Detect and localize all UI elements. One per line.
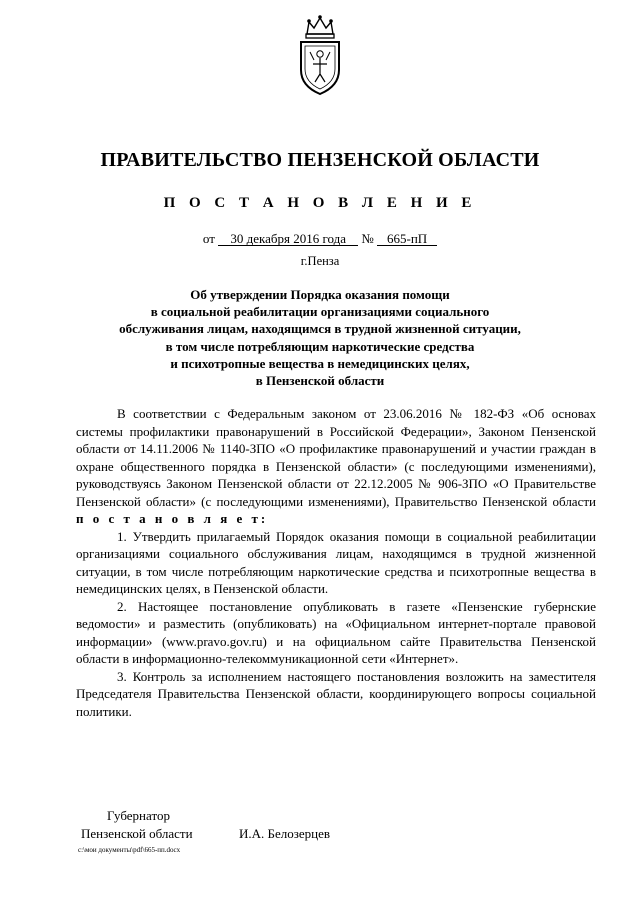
decrees-word: п о с т а н о в л я е т: (76, 511, 269, 526)
document-type: П О С Т А Н О В Л Е Н И Е (163, 195, 477, 211)
title-line: в том числе потребляющим наркотические средства (165, 338, 475, 354)
title-line: в социальной реабилитации организациями социального (150, 304, 490, 320)
city: г.Пенза (300, 254, 340, 268)
signer-position-line-2: Пензенской области (81, 826, 193, 841)
file-path-footer: c:\мои документы\pdf\665-пп.docx (78, 846, 181, 854)
title-line: и психотропные вещества в немедицинских целях, (170, 355, 470, 371)
preamble-text: В соответствии с Федеральным законом от 23.06.2016 № 182-ФЗ «Об основах системы профилактики правонарушений в Российской Федерации», Законом Пензенской области от 14.11.2006 № 1140-ЗПО «О профилактике правонарушений и участии граждан в охране общественного порядка в Пензенской области» (с последующими изменениями), руководствуясь Законом Пензенской области от 22.12.2005 № 906-ЗПО «О Правительстве Пензенской области» (с последующими изменениями), Правительство Пензенской области (76, 406, 596, 509)
item-1-paragraph: 1. Утвердить прилагаемый Порядок оказания помощи в социальной реабилитации организациями социального обслуживания лицам, находящимся в трудной жизненной ситуации, в том числе потребляющим наркотические средства и психотропные вещества в немедицинских целях, в Пензенской области. (76, 528, 596, 596)
document-body (76, 405, 596, 720)
item-2-paragraph: 2. Настоящее постановление опубликовать в газете «Пензенские губернские ведомости» и разместить (опубликовать) на «Официальном интернет-портале правовой информации» (www.pravo.gov.ru) и на официальном сайте Правительства Пензенской области в информационно-телекоммуникационной сети «Интернет». (76, 598, 596, 666)
date-prefix: от (202, 231, 215, 246)
document-title (0, 286, 640, 389)
coat-of-arms-icon (295, 12, 345, 98)
title-line: в Пензенской области (255, 373, 385, 389)
document-date: 30 декабря 2016 года (218, 232, 358, 246)
title-line: Об утверждении Порядка оказания помощи (190, 287, 450, 302)
signer-position-line-1: Губернатор (107, 808, 170, 823)
item-3-paragraph: 3. Контроль за исполнением настоящего постановления возложить на заместителя Председателя Правительства Пензенской области, координирующего вопросы социальной политики. (76, 668, 596, 719)
number-prefix: № (361, 231, 374, 246)
government-title: ПРАВИТЕЛЬСТВО ПЕНЗЕНСКОЙ ОБЛАСТИ (100, 149, 540, 171)
title-line: обслуживания лицам, находящимся в трудной жизненной ситуации, (119, 321, 521, 337)
date-number-line (0, 231, 640, 247)
preamble-paragraph (76, 405, 596, 528)
document-number: 665-пП (377, 232, 437, 246)
signer-name: И.А. Белозерцев (239, 826, 331, 841)
